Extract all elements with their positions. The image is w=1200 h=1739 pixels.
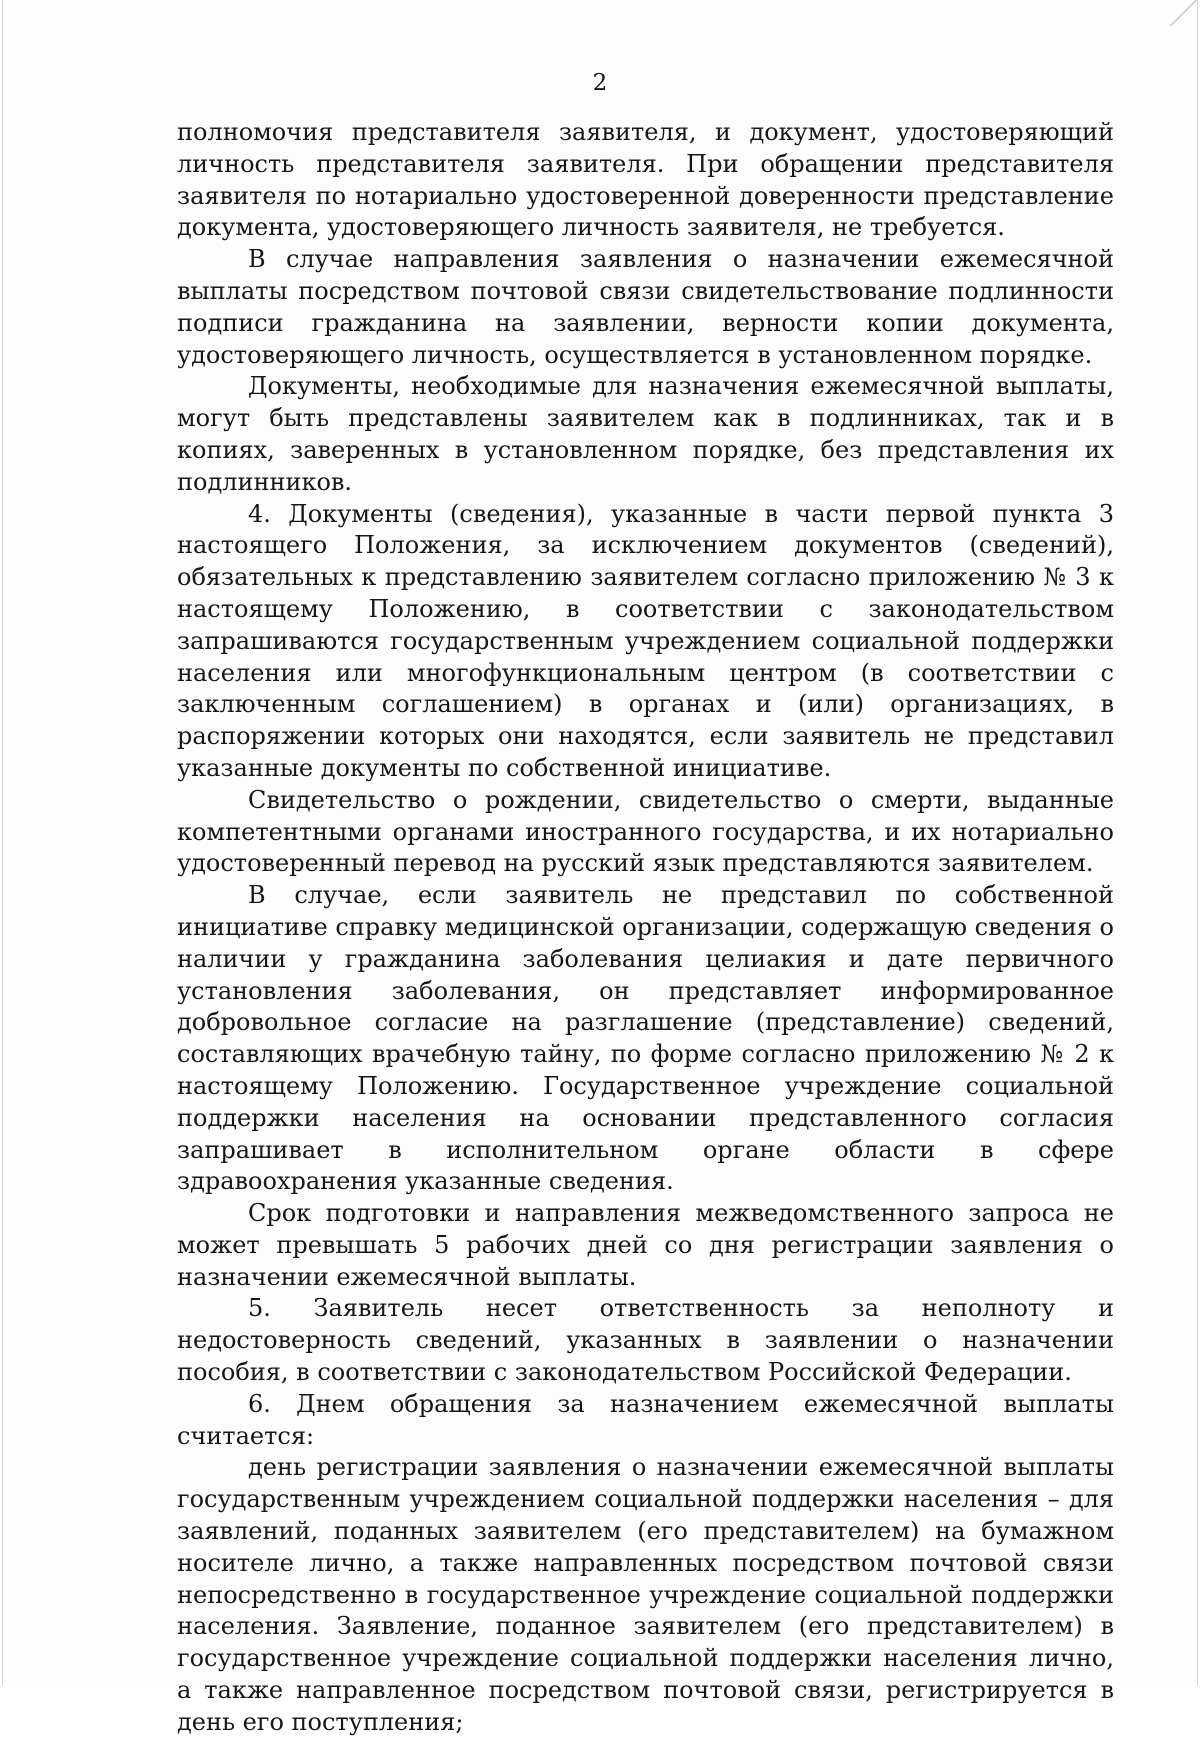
scan-left-edge [2,0,3,1686]
paragraph-8: 5. Заявитель несет ответственность за неполноту и недостоверность сведений, указанных в заявлении о назначении пособия, в соответствии с законодательством Российской Федерации. [177,1294,1114,1387]
paragraph-1: полномочия представителя заявителя, и документ, удостоверяющий личность представителя заявителя. При обращении представителя заявителя по нотариально удостоверенной доверенности представление документа, удостоверяющего личность заявителя, не требуется. [177,118,1114,242]
paragraph-6: В случае, если заявитель не представил по собственной инициативе справку медицинской организации, содержащую сведения о наличии у гражданина заболевания целиакия и дате первичного установления заболевания, он представляет информированное добровольное согласие на разглашение (представление) сведений, составляющих врачебную тайну, по форме согласно приложению № 2 к настоящему Положению. Государственное учреждение социальной поддержки населения на основании представленного согласия запрашивает в исполнительном органе области в сфере здравоохранения указанные сведения. [177,881,1114,1196]
paragraph-10: день регистрации заявления о назначении ежемесячной выплаты государственным учреждением социальной поддержки населения – для заявлений, поданных заявителем (его представителем) на бумажном носителе лично, а также направленных посредством почтовой связи непосредственно в государственное учреждение социальной поддержки населения. Заявление, поданное заявителем (его представителем) в государственное учреждение социальной поддержки населения лично, а также направленное посредством почтовой связи, регистрируется в день его поступления; [177,1453,1114,1736]
paragraph-4: 4. Документы (сведения), указанные в части первой пункта 3 настоящего Положения, за исключением документов (сведений), обязательных к представлению заявителем согласно приложению № 3 к настоящему Положению, в соответствии с законодательством запрашиваются государственным учреждением социальной поддержки населения или многофункциональным центром (в соответствии с заключенным соглашением) в органах и (или) организациях, в распоряжении которых они находятся, если заявитель не представил указанные документы по собственной инициативе. [177,499,1114,782]
paragraph-2: В случае направления заявления о назначении ежемесячной выплаты посредством почтовой связи свидетельствование подлинности подписи гражданина на заявлении, верности копии документа, удостоверяющего личность, осуществляется в установленном порядке. [177,245,1114,369]
paragraph-7: Срок подготовки и направления межведомственного запроса не может превышать 5 рабочих дней со дня регистрации заявления о назначении ежемесячной выплаты. [177,1199,1114,1291]
paragraph-9: 6. Днем обращения за назначением ежемесячной выплаты считается: [177,1389,1114,1450]
paragraph-5: Свидетельство о рождении, свидетельство о смерти, выданные компетентными органами иностранного государства, и их нотариально удостоверенный перевод на русский язык представляются заявителем. [177,785,1114,878]
paragraph-3: Документы, необходимые для назначения ежемесячной выплаты, могут быть представлены заявителем как в подлинниках, так и в копиях, заверенных в установленном порядке, без представления их подлинников. [177,372,1114,496]
scan-right-edge [1197,0,1198,1686]
document-body [177,117,1114,1739]
scan-corner-mark [1166,0,1200,26]
page-number: 2 [592,70,608,96]
